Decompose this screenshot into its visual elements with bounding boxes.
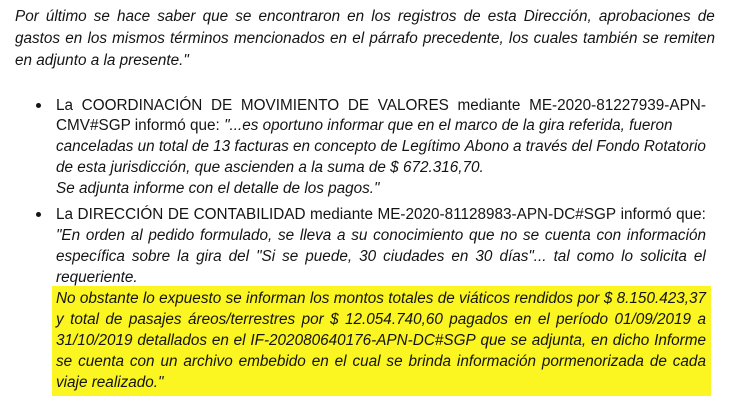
word: de — [191, 138, 209, 155]
word: archivo — [183, 353, 233, 370]
bullet-2 — [36, 212, 41, 217]
word: cuenta — [544, 227, 591, 244]
bullet-1 — [36, 103, 41, 108]
word: información — [626, 227, 706, 244]
word: en — [590, 332, 608, 349]
word: través — [525, 138, 568, 155]
word: y — [56, 311, 64, 328]
word: 31/10/2019 — [56, 332, 133, 349]
word: No — [56, 290, 76, 307]
word: informó — [620, 206, 672, 223]
word: su — [351, 227, 368, 244]
word: párrafo — [369, 30, 418, 47]
word: sobre — [131, 248, 171, 265]
word: días"... — [499, 248, 547, 265]
word: COORDINACIÓN — [81, 97, 203, 114]
word: hace — [117, 8, 151, 25]
word: se — [523, 227, 540, 244]
word: a — [697, 311, 706, 328]
word: formulado, — [199, 227, 273, 244]
word: se — [93, 8, 110, 25]
word: Fondo — [596, 138, 640, 155]
item1-line-1 — [56, 96, 706, 115]
word: el — [352, 30, 365, 47]
word: a — [337, 227, 346, 244]
word: lo — [621, 248, 634, 265]
word: un — [160, 353, 178, 370]
word: montos — [333, 290, 384, 307]
word: se — [235, 8, 252, 25]
word: rendidos — [514, 290, 574, 307]
word: mediante — [457, 97, 521, 114]
word: los — [87, 30, 107, 47]
word: se — [510, 332, 527, 349]
word: IF-202080640176-APN-DC#SGP — [250, 332, 476, 349]
word: del — [571, 138, 593, 155]
word: por — [301, 311, 324, 328]
word: que — [202, 8, 229, 25]
word: pormenorizada — [541, 353, 644, 370]
word: se — [282, 248, 299, 265]
word: en — [451, 248, 469, 265]
word: 8.150.423,37 — [616, 290, 706, 307]
word: pagados — [449, 311, 508, 328]
word: concepto — [314, 138, 377, 155]
word: en — [514, 311, 532, 328]
word: embebido — [238, 353, 306, 370]
word: solicita — [640, 248, 687, 265]
highlight-line-5: viaje realizado." — [56, 374, 164, 391]
word: de — [697, 8, 715, 25]
item2-line-1 — [56, 205, 706, 224]
word: al — [130, 227, 143, 244]
word: 30 — [475, 248, 493, 265]
word: información — [456, 353, 536, 370]
word: que — [480, 332, 506, 349]
word: lleva — [299, 227, 332, 244]
highlight-line-1 — [56, 289, 706, 308]
word: pasajes — [128, 311, 182, 328]
word: un — [137, 138, 155, 155]
word: de — [463, 8, 481, 25]
item2-line-3 — [56, 247, 706, 266]
word: los — [508, 30, 529, 47]
word: DE — [347, 97, 370, 114]
word: puede, — [305, 248, 353, 265]
word: orden — [85, 227, 125, 244]
word: viáticos — [459, 290, 511, 307]
word: $ — [330, 311, 339, 328]
item1-line-5: Se adjunta informe con el detalle de los pagos." — [56, 180, 380, 197]
intro-line-2 — [15, 29, 715, 48]
item1-line-3 — [56, 137, 706, 156]
word: precedente, — [422, 30, 504, 47]
word: en — [347, 8, 365, 25]
word: ME-2020-81128983-APN-DC#SGP — [377, 206, 617, 223]
word: facturas — [234, 138, 289, 155]
word: en — [330, 30, 348, 47]
word: se — [277, 227, 295, 244]
word: MOVIMIENTO — [240, 97, 340, 114]
item1-line-2-plain: CMV#SGP informó que: — [56, 117, 225, 134]
word: con — [129, 353, 155, 370]
highlight-line-2 — [56, 310, 706, 329]
word: esta — [487, 8, 517, 25]
word: 12.054.740,60 — [345, 311, 443, 328]
word: Por — [15, 8, 39, 25]
word: a — [513, 138, 522, 155]
word: términos — [170, 30, 229, 47]
word: registros — [397, 8, 457, 25]
word: DE — [210, 97, 233, 114]
word: no — [500, 227, 518, 244]
item2-line-4: requeriente. — [56, 269, 138, 286]
word: La — [56, 97, 74, 114]
word: total — [70, 311, 99, 328]
word: "En — [56, 227, 81, 244]
word: en — [293, 138, 311, 155]
word: se — [56, 353, 73, 370]
word: se — [225, 290, 242, 307]
word: específica — [56, 248, 125, 265]
word: adjunta, — [531, 332, 587, 349]
word: expuesto — [159, 290, 222, 307]
word: en — [65, 30, 83, 47]
word: la — [177, 248, 190, 265]
word: dicho — [612, 332, 650, 349]
word: canceladas — [56, 138, 134, 155]
highlight-line-4 — [56, 352, 706, 371]
word: total — [158, 138, 188, 155]
word: se — [386, 353, 403, 370]
word: el — [537, 311, 550, 328]
intro-line-1 — [15, 7, 715, 26]
word: gira — [196, 248, 222, 265]
word: en — [311, 353, 329, 370]
word: lo — [142, 290, 155, 307]
word: VALORES — [377, 97, 449, 114]
item1-line-2-quote: "...es oportuno informar que en el marco de la gira referida, fueron — [224, 117, 673, 134]
word: del — [228, 248, 250, 265]
word: obstante — [79, 290, 139, 307]
word: detallados — [137, 332, 208, 349]
word: de — [437, 290, 455, 307]
word: "Si — [256, 248, 276, 265]
item1-line-4: de esta jurisdicción, que ascienden a la suma de $ 672.316,70. — [56, 159, 484, 176]
word: tal — [553, 248, 570, 265]
word: Rotatorio — [643, 138, 706, 155]
word: brinda — [408, 353, 452, 370]
word: Informe — [654, 332, 706, 349]
word: cada — [672, 353, 706, 370]
word: remiten — [663, 30, 715, 47]
word: Legítimo — [401, 138, 461, 155]
word: pedido — [148, 227, 195, 244]
word: de — [380, 138, 398, 155]
word: mismos — [112, 30, 165, 47]
word: Dirección, — [523, 8, 592, 25]
word: los — [371, 8, 391, 25]
word: encontraron — [258, 8, 341, 25]
word: informan — [246, 290, 306, 307]
word: como — [576, 248, 615, 265]
word: ME-2020-81227939-APN- — [529, 97, 706, 114]
word: aprobaciones — [598, 8, 691, 25]
highlight-line-3 — [56, 331, 706, 350]
word: cual — [352, 353, 381, 370]
word: gastos — [15, 30, 61, 47]
word: DE — [167, 206, 190, 223]
word: con — [596, 227, 622, 244]
word: 13 — [213, 138, 231, 155]
intro-line-3: en adjunto a la presente." — [15, 52, 189, 69]
word: 01/09/2019 — [614, 311, 692, 328]
word: el — [693, 248, 706, 265]
word: CONTABILIDAD — [193, 206, 306, 223]
word: saber — [157, 8, 196, 25]
word: cuales — [533, 30, 578, 47]
word: el — [233, 332, 246, 349]
word: La — [56, 206, 74, 223]
word: también — [583, 30, 638, 47]
word: DIRECCIÓN — [77, 206, 164, 223]
word: los — [309, 290, 330, 307]
word: que: — [676, 206, 706, 223]
word: por — [577, 290, 600, 307]
word: que — [469, 227, 495, 244]
word: conocimiento — [373, 227, 464, 244]
word: 30 — [359, 248, 377, 265]
item1-line-2 — [56, 116, 706, 135]
word: ciudades — [383, 248, 445, 265]
word: $ — [603, 290, 613, 307]
word: el — [334, 353, 347, 370]
word: en — [211, 332, 229, 349]
word: áreos/terrestres — [188, 311, 296, 328]
word: se — [642, 30, 659, 47]
word: mencionados — [233, 30, 325, 47]
word: de — [105, 311, 123, 328]
word: cuenta — [78, 353, 124, 370]
word: último — [45, 8, 87, 25]
word: de — [649, 353, 667, 370]
word: Abono — [464, 138, 509, 155]
word: totales — [388, 290, 434, 307]
word: período — [556, 311, 609, 328]
word: mediante — [310, 206, 373, 223]
item2-line-2 — [56, 226, 706, 245]
